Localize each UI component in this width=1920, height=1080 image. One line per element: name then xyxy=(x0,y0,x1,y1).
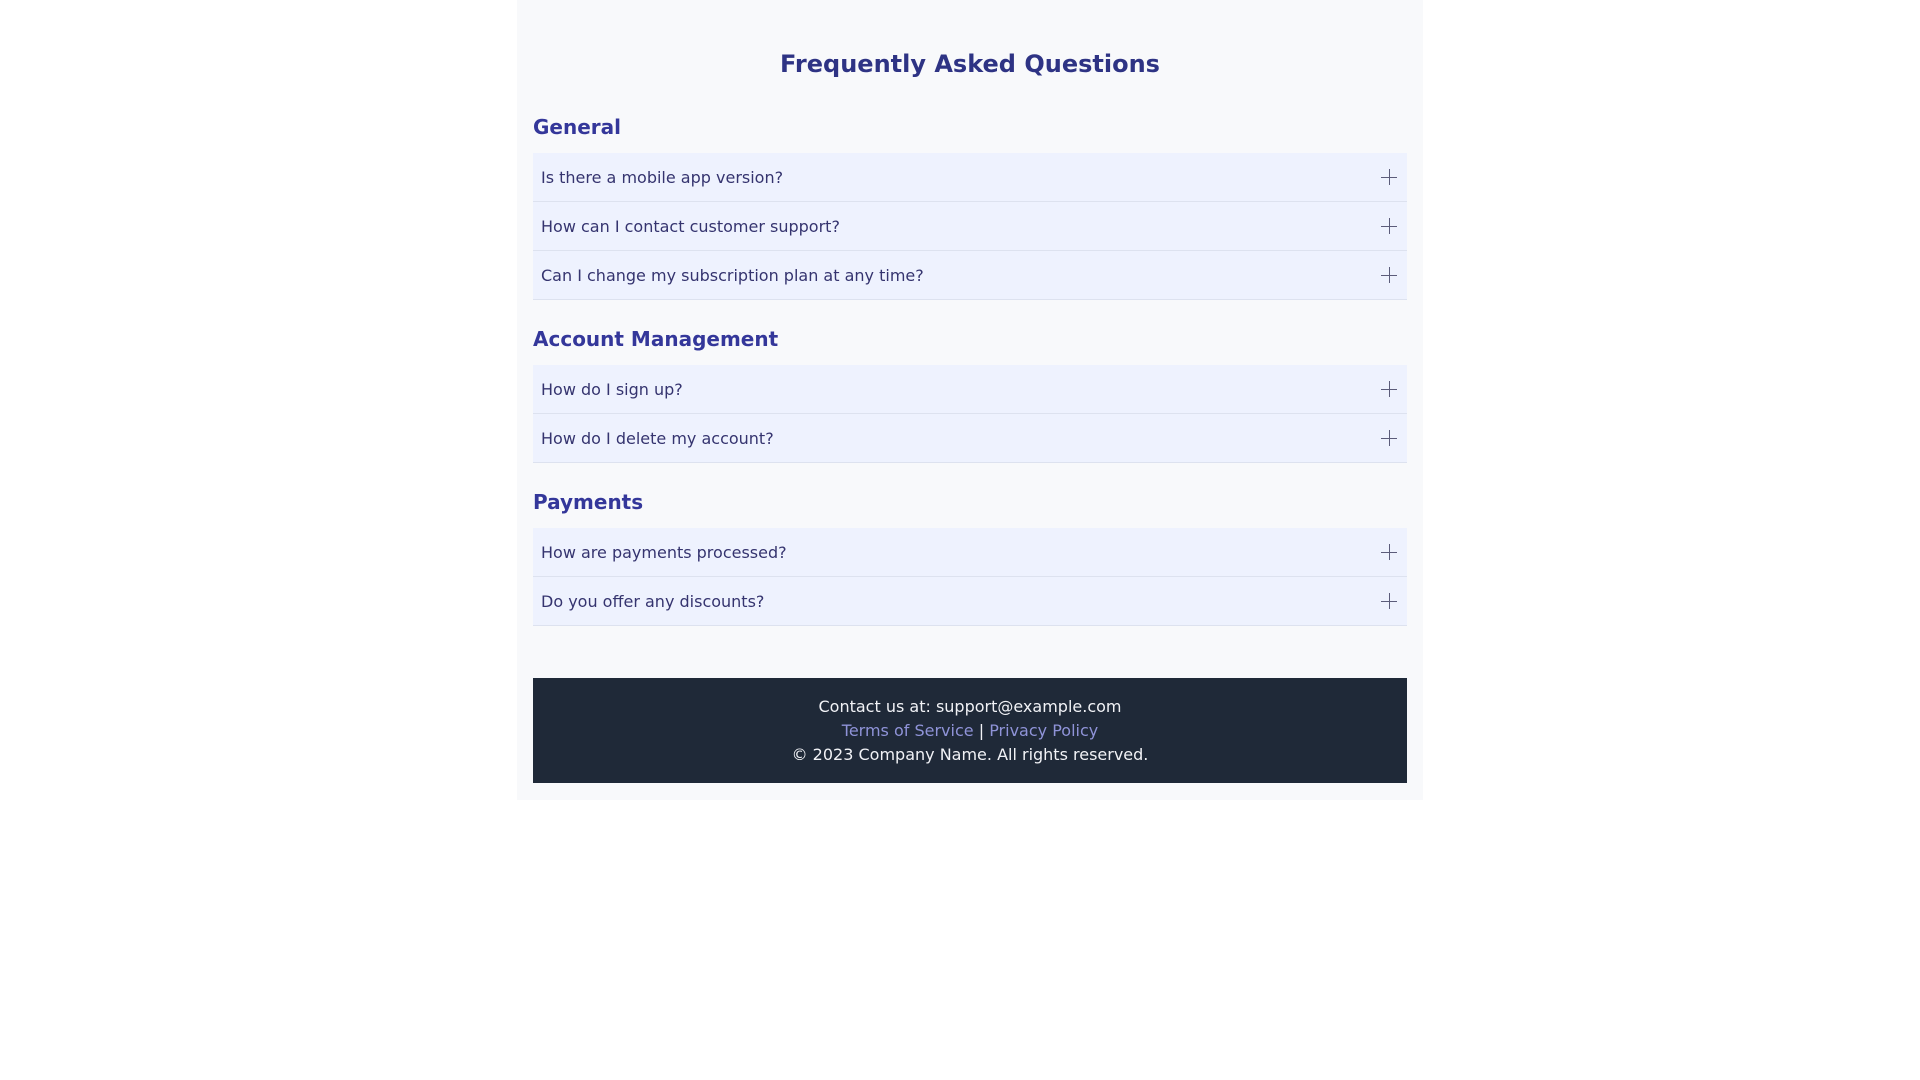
faq-item[interactable] xyxy=(533,202,1407,251)
section-title: Payments xyxy=(533,490,644,514)
plus-icon[interactable] xyxy=(1381,267,1397,283)
page-title: Frequently Asked Questions xyxy=(780,50,1160,78)
faq-item[interactable] xyxy=(533,528,1407,577)
faq-list xyxy=(533,365,1407,463)
faq-item[interactable] xyxy=(533,251,1407,300)
footer-links xyxy=(533,719,1407,743)
page-footer xyxy=(533,678,1407,783)
faq-list xyxy=(533,528,1407,626)
faq-section-payments xyxy=(533,490,1407,626)
plus-icon[interactable] xyxy=(1381,430,1397,446)
plus-icon[interactable] xyxy=(1381,381,1397,397)
section-title: General xyxy=(533,115,621,139)
faq-question: How can I contact customer support? xyxy=(541,216,840,236)
plus-icon[interactable] xyxy=(1381,544,1397,560)
faq-question: How do I sign up? xyxy=(541,379,683,399)
plus-icon[interactable] xyxy=(1381,218,1397,234)
faq-item[interactable] xyxy=(533,414,1407,463)
plus-icon[interactable] xyxy=(1381,169,1397,185)
privacy-policy-link[interactable]: Privacy Policy xyxy=(989,721,1099,740)
section-title: Account Management xyxy=(533,327,779,351)
footer-contact: Contact us at: support@example.com xyxy=(818,697,1122,716)
footer-copyright: © 2023 Company Name. All rights reserved. xyxy=(791,745,1149,764)
faq-page xyxy=(517,0,1423,800)
plus-icon[interactable] xyxy=(1381,593,1397,609)
terms-of-service-link[interactable]: Terms of Service xyxy=(841,721,974,740)
faq-section-account-management xyxy=(533,327,1407,463)
faq-question: How are payments processed? xyxy=(541,542,787,562)
faq-question: Is there a mobile app version? xyxy=(541,167,784,187)
faq-item[interactable] xyxy=(533,153,1407,202)
faq-item[interactable] xyxy=(533,365,1407,414)
faq-question: Do you offer any discounts? xyxy=(541,591,765,611)
faq-item[interactable] xyxy=(533,577,1407,626)
footer-link-separator: | xyxy=(978,721,985,740)
faq-question: Can I change my subscription plan at any time? xyxy=(541,265,924,285)
faq-list xyxy=(533,153,1407,300)
faq-question: How do I delete my account? xyxy=(541,428,774,448)
faq-section-general xyxy=(533,115,1407,300)
